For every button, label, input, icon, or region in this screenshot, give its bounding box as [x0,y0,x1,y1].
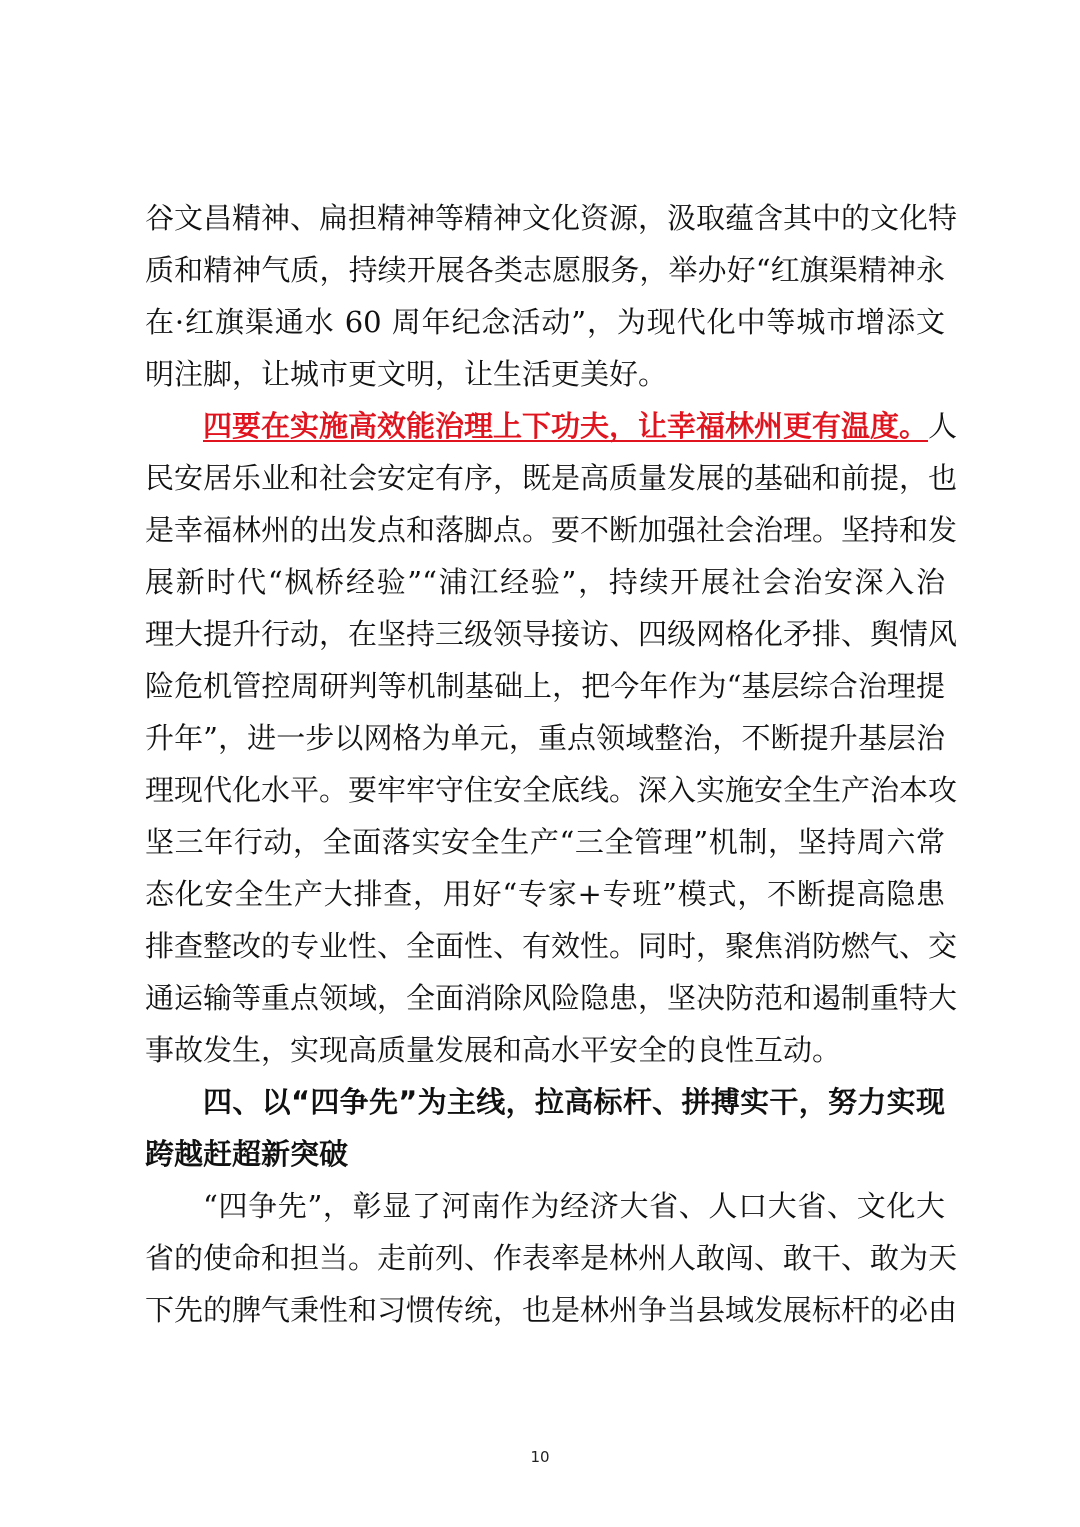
highlight-heading: 四要在实施高效能治理上下功夫，让幸福林州更有温度。 [203,409,929,443]
paragraph-1-line-3: 在·红旗渠通水 60 周年纪念活动”，为现代化中等城市增添文 [145,305,945,339]
paragraph-2-line-10: 排查整改的专业性、全面性、有效性。同时，聚焦消防燃气、交 [145,929,958,963]
paragraph-1-line-2: 质和精神气质，持续开展各类志愿服务，举办好“红旗渠精神永 [145,253,945,287]
page-number: 10 [530,1448,550,1466]
paragraph-2-first-line-rest: 人 [928,409,958,443]
paragraph-2-line-2: 是幸福林州的出发点和落脚点。要不断加强社会治理。坚持和发 [145,513,958,547]
paragraph-2-line-12: 事故发生，实现高质量发展和高水平安全的良性互动。 [145,1033,842,1067]
paragraph-3-line-2: 省的使命和担当。走前列、作表率是林州人敢闯、敢干、敢为天 [145,1241,958,1275]
paragraph-2-line-5: 险危机管控周研判等机制基础上，把今年作为“基层综合治理提 [145,669,945,703]
section-heading-line-2: 跨越赶超新突破 [145,1137,349,1171]
paragraph-1-line-1: 谷文昌精神、扁担精神等精神文化资源，汲取蕴含其中的文化特 [145,201,958,235]
paragraph-2-first-line [203,400,958,452]
paragraph-2-line-1: 民安居乐业和社会安定有序，既是高质量发展的基础和前提，也 [145,461,958,495]
paragraph-2-line-4: 理大提升行动，在坚持三级领导接访、四级网格化矛排、舆情风 [145,617,958,651]
paragraph-2-line-6: 升年”，进一步以网格为单元，重点领域整治，不断提升基层治 [145,721,945,755]
paragraph-3-line-1: “四争先”，彰显了河南作为经济大省、人口大省、文化大 [203,1189,945,1223]
section-heading-line-1: 四、以“四争先”为主线，拉高标杆、拼搏实干，努力实现 [203,1085,945,1119]
paragraph-3-line-3: 下先的脾气秉性和习惯传统，也是林州争当县域发展标杆的必由 [145,1293,958,1327]
paragraph-2-line-11: 通运输等重点领域，全面消除风险隐患，坚决防范和遏制重特大 [145,981,958,1015]
paragraph-2-line-8: 坚三年行动，全面落实安全生产“三全管理”机制，坚持周六常 [145,825,945,859]
paragraph-1-line-4: 明注脚，让城市更文明，让生活更美好。 [145,357,668,391]
paragraph-2-line-3: 展新时代“枫桥经验”“浦江经验”，持续开展社会治安深入治 [145,565,945,599]
paragraph-2-line-9: 态化安全生产大排查，用好“专家+专班”模式，不断提高隐患 [145,877,945,911]
paragraph-2-line-7: 理现代化水平。要牢牢守住安全底线。深入实施安全生产治本攻 [145,773,958,807]
